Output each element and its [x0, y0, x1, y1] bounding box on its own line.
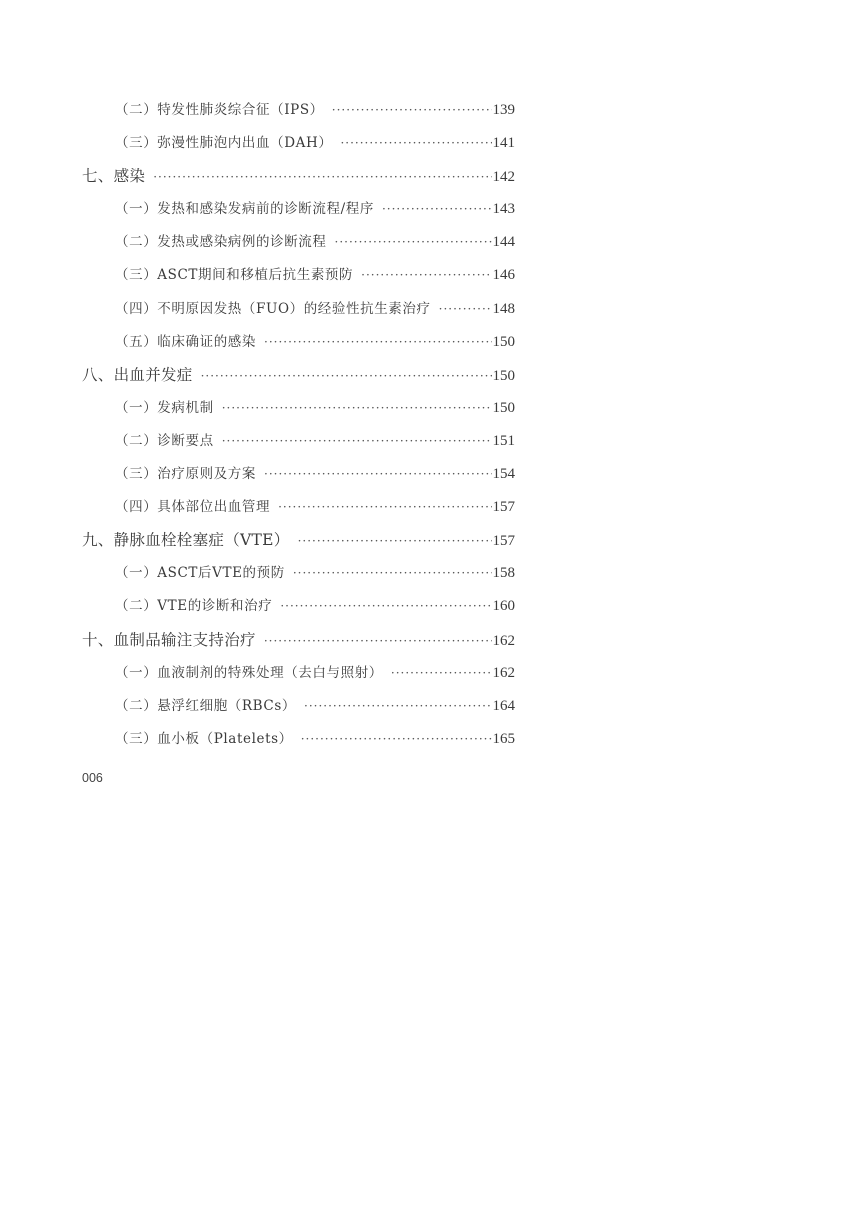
toc-leader-dots [439, 293, 492, 326]
toc-section-title: 十、血制品输注支持治疗 [82, 630, 256, 649]
toc-section-entry[interactable] [82, 359, 515, 392]
toc-leader-dots [293, 557, 492, 590]
toc-entry-title: （二）悬浮红细胞（RBCs） [115, 697, 296, 714]
toc-entry[interactable] [82, 557, 515, 590]
toc-section-title: 七、感染 [82, 167, 146, 186]
toc-leader-dots [153, 161, 491, 194]
toc-entry-page: 142 [492, 169, 515, 186]
toc-leader-dots [332, 94, 492, 127]
toc-entry-title: （二）特发性肺炎综合征（IPS） [115, 102, 324, 118]
toc-entry-title: （一）发病机制 [115, 399, 214, 416]
toc-entry[interactable] [82, 392, 515, 425]
toc-leader-dots [264, 625, 492, 658]
toc-leader-dots [280, 590, 491, 623]
toc-entry-title: （一）发热和感染发病前的诊断流程/程序 [115, 201, 374, 218]
toc-entry[interactable] [82, 259, 515, 292]
toc-entry-title: （三）弥漫性肺泡内出血（DAH） [115, 135, 333, 152]
table-of-contents [82, 94, 515, 756]
toc-leader-dots [298, 525, 492, 558]
toc-section-entry[interactable] [82, 624, 515, 657]
toc-leader-dots [201, 360, 492, 393]
toc-leader-dots [264, 326, 492, 359]
toc-section-entry[interactable] [82, 160, 515, 193]
toc-section-entry[interactable] [82, 524, 515, 557]
toc-entry-page: 160 [492, 598, 515, 615]
toc-leader-dots [340, 127, 491, 160]
toc-entry-page: 148 [492, 300, 515, 317]
toc-leader-dots [391, 657, 492, 690]
toc-entry[interactable] [82, 226, 515, 259]
toc-entry-title: （三）血小板（Platelets） [115, 730, 293, 747]
toc-entry-title: （一）ASCT后VTE的预防 [115, 565, 285, 582]
toc-leader-dots [335, 226, 492, 259]
toc-leader-dots [382, 193, 492, 226]
toc-leader-dots [278, 491, 491, 524]
toc-leader-dots [222, 425, 492, 458]
toc-entry-page: 146 [492, 267, 515, 284]
toc-entry[interactable] [82, 425, 515, 458]
toc-entry[interactable] [82, 590, 515, 623]
toc-entry-title: （二）VTE的诊断和治疗 [115, 598, 273, 615]
toc-entry-title: （五）临床确证的感染 [115, 333, 256, 350]
toc-section-title: 九、静脉血栓栓塞症（VTE） [82, 531, 290, 550]
toc-entry-page: 150 [492, 333, 515, 350]
toc-entry-title: （二）发热或感染病例的诊断流程 [115, 234, 327, 251]
toc-entry-page: 162 [492, 632, 515, 649]
toc-entry-page: 143 [492, 201, 515, 218]
toc-entry-page: 157 [492, 499, 515, 516]
toc-entry-page: 150 [492, 399, 515, 416]
toc-entry-page: 162 [492, 664, 515, 681]
toc-entry-title: （四）具体部位出血管理 [115, 499, 271, 516]
toc-entry[interactable] [82, 458, 515, 491]
toc-leader-dots [301, 723, 492, 756]
toc-entry-page: 154 [492, 466, 515, 483]
toc-entry[interactable] [82, 657, 515, 690]
toc-entry-page: 164 [492, 697, 515, 714]
toc-leader-dots [264, 458, 492, 491]
toc-entry-page: 139 [492, 102, 515, 118]
toc-entry[interactable] [82, 293, 515, 326]
toc-entry[interactable] [82, 127, 515, 160]
toc-entry-title: （三）ASCT期间和移植后抗生素预防 [115, 267, 354, 284]
toc-entry[interactable] [82, 94, 515, 127]
page-number: 006 [82, 771, 103, 785]
toc-leader-dots [222, 392, 492, 425]
toc-section-title: 八、出血并发症 [82, 365, 193, 384]
toc-entry-page: 165 [492, 730, 515, 747]
toc-entry-page: 150 [492, 367, 515, 384]
toc-entry-title: （四）不明原因发热（FUO）的经验性抗生素治疗 [115, 300, 431, 317]
toc-entry-page: 151 [492, 432, 515, 449]
toc-entry[interactable] [82, 326, 515, 359]
toc-entry-page: 144 [492, 234, 515, 251]
toc-entry[interactable] [82, 690, 515, 723]
toc-entry[interactable] [82, 723, 515, 756]
toc-entry[interactable] [82, 193, 515, 226]
toc-entry-page: 158 [492, 565, 515, 582]
toc-leader-dots [361, 259, 491, 292]
toc-entry-title: （一）血液制剂的特殊处理（去白与照射） [115, 664, 383, 681]
toc-entry-title: （三）治疗原则及方案 [115, 466, 256, 483]
toc-entry-title: （二）诊断要点 [115, 432, 214, 449]
toc-leader-dots [304, 690, 492, 723]
toc-entry-page: 141 [492, 135, 515, 152]
toc-entry-page: 157 [492, 533, 515, 550]
toc-entry[interactable] [82, 491, 515, 524]
